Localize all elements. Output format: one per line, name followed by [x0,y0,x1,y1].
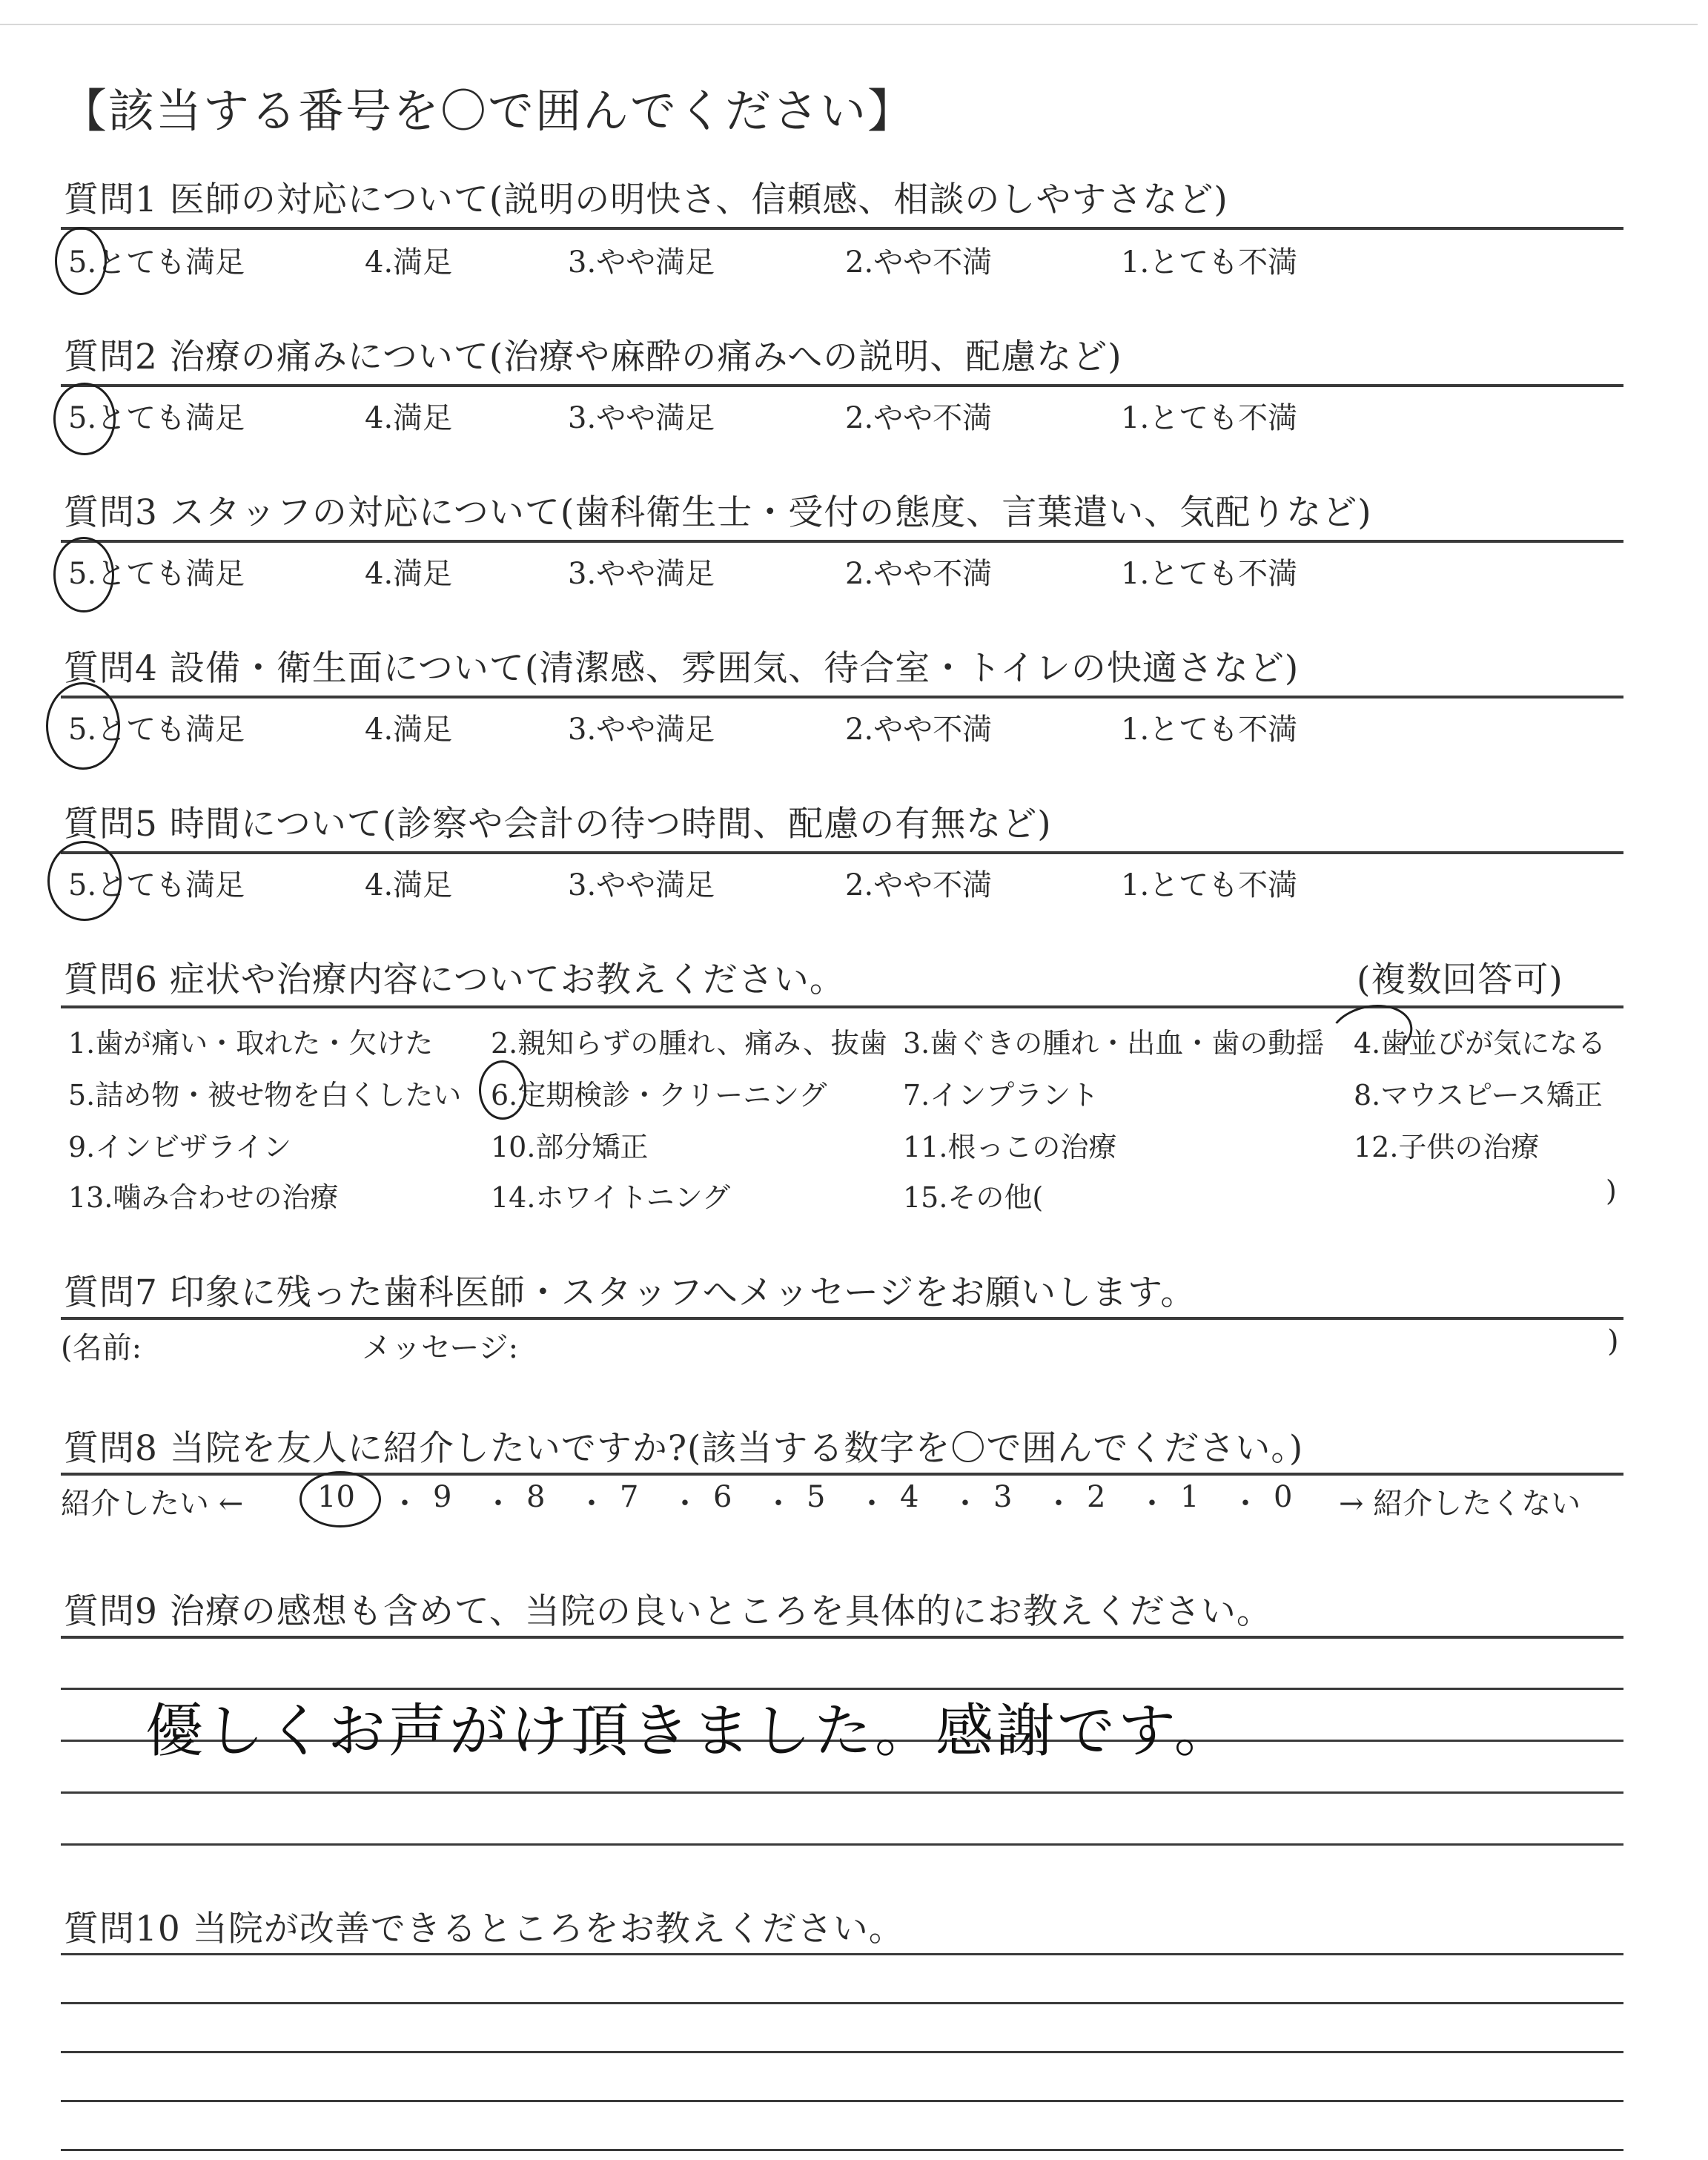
q3-selection-circle [53,537,114,612]
q8-scale-9[interactable]: 9 [433,1480,452,1514]
q10-answer-line-1 [61,1953,1623,1955]
q8-sep-10: ・ [1231,1487,1260,1521]
q8-scale-5[interactable]: 5 [807,1480,826,1514]
q9-answer-line-3 [61,1791,1623,1794]
q2-option-2[interactable]: 2.やや不満 [845,401,993,435]
q5-selection-circle [47,841,122,921]
q5-option-3[interactable]: 3.やや満足 [568,868,715,902]
question-9-title: 質問9 治療の感想も含めて、当院の良いところを具体的にお教えください。 [64,1591,1272,1632]
q6-item-10[interactable]: 10.部分矯正 [491,1131,649,1163]
q8-sep-8: ・ [1044,1487,1073,1521]
q8-scale-0[interactable]: 0 [1274,1480,1293,1514]
q10-answer-line-3 [61,2051,1623,2053]
q1-option-4[interactable]: 4.満足 [365,245,453,280]
q5-option-1[interactable]: 1.とても不満 [1121,868,1298,902]
q7-name-label: (名前: [61,1331,142,1365]
q6-item-1[interactable]: 1.歯が痛い・取れた・欠けた [68,1027,434,1060]
q10-answer-line-2 [61,2002,1623,2004]
q8-scale-10[interactable]: 10 [317,1480,355,1514]
page-title: 【該当する番号を〇で囲んでください】 [61,84,916,138]
q8-scale-2[interactable]: 2 [1087,1480,1106,1514]
q8-sep-3: ・ [577,1487,606,1521]
q6-item-8[interactable]: 8.マウスピース矯正 [1354,1079,1603,1112]
q9-handwritten-answer: 優しくお声がけ頂きました。感謝です。 [145,1698,1235,1765]
q7-close-paren: ) [1607,1324,1619,1358]
q6-item-6-selection-circle [479,1060,526,1120]
question-7-rule [61,1317,1623,1320]
q9-answer-line-4 [61,1843,1623,1846]
question-4-title: 質問4 設備・衛生面について(清潔感、雰囲気、待合室・トイレの快適さなど) [64,648,1300,689]
q1-option-5[interactable]: 5.とても満足 [68,245,245,280]
q6-other-close-paren: ) [1606,1175,1617,1207]
question-6-title: 質問6 症状や治療内容についてお教えください。 [64,960,845,1000]
question-10-title: 質問10 当院が改善できるところをお教えください。 [64,1909,904,1949]
q10-answer-line-5 [61,2149,1623,2151]
q1-selection-circle [55,227,107,295]
q1-option-1[interactable]: 1.とても不満 [1121,245,1298,280]
q4-selection-circle [46,682,120,770]
q2-option-1[interactable]: 1.とても不満 [1121,401,1298,435]
q8-scale-1[interactable]: 1 [1180,1480,1199,1514]
q4-option-1[interactable]: 1.とても不満 [1121,713,1298,747]
q5-option-5[interactable]: 5.とても満足 [68,868,245,902]
q8-scale-7[interactable]: 7 [620,1480,639,1514]
q2-option-4[interactable]: 4.満足 [365,401,453,435]
q3-option-5[interactable]: 5.とても満足 [68,557,245,591]
question-7-title: 質問7 印象に残った歯科医師・スタッフへメッセージをお願いします。 [64,1272,1196,1313]
q6-item-5[interactable]: 5.詰め物・被せ物を白くしたい [68,1079,462,1112]
q8-left-label: 紹介したい ← [61,1487,244,1521]
q4-option-3[interactable]: 3.やや満足 [568,713,715,747]
q8-selection-circle [299,1471,381,1527]
q4-option-2[interactable]: 2.やや不満 [845,713,993,747]
q6-item-9[interactable]: 9.インビザライン [68,1131,292,1163]
q6-item-6[interactable]: 6.定期検診・クリーニング [491,1079,827,1112]
question-6-note: (複数回答可) [1357,960,1563,1000]
q6-item-13[interactable]: 13.噛み合わせの治療 [68,1181,339,1214]
question-2-title: 質問2 治療の痛みについて(治療や麻酔の痛みへの説明、配慮など) [64,337,1122,377]
question-2-rule [61,384,1623,387]
q8-sep-2: ・ [483,1487,513,1521]
q8-sep-9: ・ [1137,1487,1167,1521]
q2-option-3[interactable]: 3.やや満足 [568,401,715,435]
q5-option-4[interactable]: 4.満足 [365,868,453,902]
page-top-edge [0,24,1698,25]
q8-scale-6[interactable]: 6 [713,1480,732,1514]
q6-item-4[interactable]: 4.歯並びが気になる [1354,1027,1606,1060]
question-4-rule [61,696,1623,698]
q6-item-15[interactable]: 15.その他( [903,1181,1044,1214]
question-5-title: 質問5 時間について(診察や会計の待つ時間、配慮の有無など) [64,804,1052,845]
question-8-title: 質問8 当院を友人に紹介したいですか?(該当する数字を〇で囲んでください。) [64,1428,1304,1469]
q6-item-14[interactable]: 14.ホワイトニング [491,1181,731,1214]
q7-message-label: メッセージ: [362,1331,519,1365]
q4-option-4[interactable]: 4.満足 [365,713,453,747]
q6-item-12[interactable]: 12.子供の治療 [1354,1131,1540,1163]
q8-sep-4: ・ [670,1487,700,1521]
question-3-rule [61,540,1623,543]
q1-option-3[interactable]: 3.やや満足 [568,245,715,280]
q8-scale-8[interactable]: 8 [526,1480,546,1514]
question-3-title: 質問3 スタッフの対応について(歯科衛生士・受付の態度、言葉遣い、気配りなど) [64,492,1372,533]
q3-option-3[interactable]: 3.やや満足 [568,557,715,591]
q1-option-2[interactable]: 2.やや不満 [845,245,993,280]
q10-answer-line-4 [61,2100,1623,2102]
q3-option-2[interactable]: 2.やや不満 [845,557,993,591]
q3-option-4[interactable]: 4.満足 [365,557,453,591]
q6-item-3[interactable]: 3.歯ぐきの腫れ・出血・歯の動揺 [903,1027,1325,1060]
q5-option-2[interactable]: 2.やや不満 [845,868,993,902]
q8-sep-7: ・ [950,1487,980,1521]
question-1-title: 質問1 医師の対応について(説明の明快さ、信頼感、相談のしやすさなど) [64,179,1228,220]
q8-sep-1: ・ [390,1487,420,1521]
question-9-rule [61,1636,1623,1639]
q6-item-2[interactable]: 2.親知らずの腫れ、痛み、抜歯 [491,1027,887,1060]
q8-scale-4[interactable]: 4 [900,1480,919,1514]
q4-option-5[interactable]: 5.とても満足 [68,713,245,747]
question-8-rule [61,1473,1623,1476]
q8-scale-3[interactable]: 3 [993,1480,1013,1514]
q8-sep-6: ・ [857,1487,887,1521]
question-1-rule [61,227,1623,230]
q2-selection-circle [53,383,116,455]
q8-sep-5: ・ [764,1487,793,1521]
q6-item-7[interactable]: 7.インプラント [903,1079,1099,1112]
q2-option-5[interactable]: 5.とても満足 [68,401,245,435]
q8-right-label: → 紹介したくない [1339,1487,1581,1521]
q6-item-11[interactable]: 11.根っこの治療 [903,1131,1117,1163]
q3-option-1[interactable]: 1.とても不満 [1121,557,1298,591]
question-5-rule [61,851,1623,854]
